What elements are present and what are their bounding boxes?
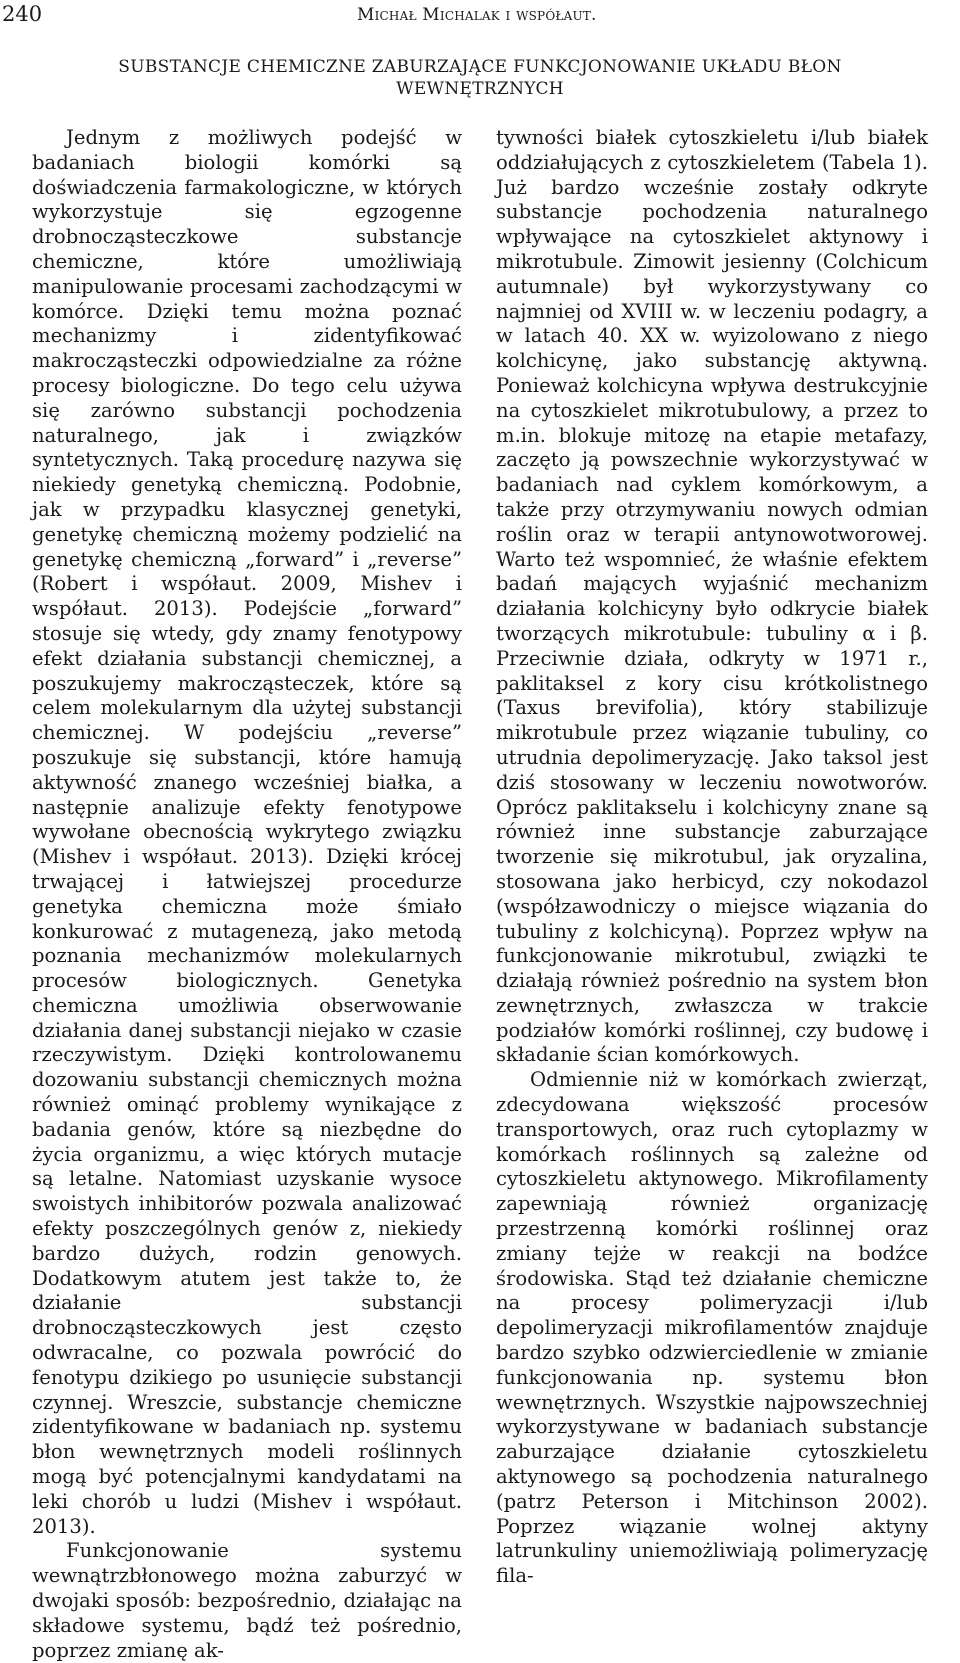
running-head (0, 2, 960, 26)
section-title (40, 56, 920, 100)
left-paragraph-1: Jednym z możliwych podejść w badaniach biologii komórki są doświadczenia farmakologiczne, w których wykorzystuje się egzogenne drobnocząsteczkowe substancje chemiczne, które umożliwiają manipulowanie procesami zachodzącymi w komórce. Dzięki temu można poznać mechanizmy i zidentyfikować makrocząsteczki odpowiedzialne za różne procesy biologiczne. Do tego celu używa się zarówno substancji pochodzenia naturalnego, jak i związków syntetycznych. Taką procedurę nazywa się niekiedy genetyką chemiczną. Podobnie, jak w przypadku klasycznej genetyki, genetykę chemiczną możemy podzielić na genetykę chemiczną „forward” i „reverse” (Robert i współaut. 2009, Mishev i współaut. 2013). Podejście „forward” stosuje się wtedy, gdy znamy fenotypowy efekt działania substancji chemicznej, a poszukujemy makrocząsteczek, które są celem molekularnym dla użytej substancji chemicznej. W podejściu „reverse” poszukuje się substancji, które hamują aktywność znanego wcześniej białka, a następnie analizuje efekty fenotypowe wywołane obecnością wykrytego związku (Mishev i współaut. 2013). Dzięki krócej trwającej i łatwiejszej procedurze genetyka chemiczna może śmiało konkurować z mutagenezą, jako metodą poznania mechanizmów molekularnych procesów biologicznych. Genetyka chemiczna umożliwia obserwowanie działania danej substancji niejako w czasie rzeczywistym. Dzięki kontrolowanemu dozowaniu substancji chemicznych można również ominąć problemy wynikające z badania genów, które są niezbędne do życia organizmu, a więc których mutacje są letalne. Natomiast uzyskanie wysoce swoistych inhibitorów pozwala analizować efekty poszczególnych genów z, niekiedy bardzo dużych, rodzin genowych. Dodatkowym atutem jest także to, że działanie substancji drobnocząsteczkowych jest często odwracalne, co pozwala powrócić do fenotypu dzikiego po usunięcie substancji czynnej. Wreszcie, substancje chemiczne zidentyfikowane w badaniach np. systemu błon wewnętrznych modeli roślinnych mogą być potencjalnymi kandydatami na leki chorób u ludzi (Mishev i współaut. 2013). (32, 126, 462, 1538)
running-title: Michał Michalak i współaut. (357, 5, 597, 25)
right-paragraph-2: Odmiennie niż w komórkach zwierząt, zdecydowana większość procesów transportowych, oraz ruch cytoplazmy w komórkach roślinnych są zależne od cytoszkieletu aktynowego. Mikrofilamenty zapewniają również organizację przestrzenną komórki roślinnej oraz zmiany tejże w reakcji na bodźce środowiska. Stąd też działanie chemiczne na procesy polimeryzacji i/lub depolimeryzacji mikrofilamentów znajduje bardzo szybko odzwierciedlenie w zmianie funkcjonowania np. systemu błon wewnętrznych. Wszystkie najpowszechniej wykorzystywane w badaniach substancje zaburzające działanie cytoszkieletu aktynowego są pochodzenia naturalnego (patrz Peterson i Mitchinson 2002). Poprzez wiązanie wolnej aktyny latrunkuliny uniemożliwiają polimeryzację fila- (496, 1068, 928, 1588)
right-paragraph-1: tywności białek cytoszkieletu i/lub białek oddziałujących z cytoszkieletem (Tabela 1). Już bardzo wcześnie zostały odkryte substancje pochodzenia naturalnego wpływające na cytoszkielet aktynowy i mikrotubule. Zimowit jesienny (Colchicum autumnale) był wykorzystywany co najmniej od XVIII w. w leczeniu podagry, a w latach 40. XX w. wyizolowano z niego kolchicynę, jako substancję aktywną. Ponieważ kolchicyna wpływa destrukcyjnie na cytoszkielet mikrotubulowy, a przez to m.in. blokuje mitozę na etapie metafazy, zaczęto ją powszechnie wykorzystywać w badaniach nad cyklem komórkowym, a także przy otrzymywaniu nowych odmian roślin oraz w terapii antynowotworowej. Warto też wspomnieć, że właśnie efektem badań mających wyjaśnić mechanizm działania kolchicyny było odkrycie białek tworzących mikrotubule: tubuliny α i β. Przeciwnie działa, odkryty w 1971 r., paklitaksel z kory cisu krótkolistnego (Taxus brevifolia), który stabilizuje mikrotubule przez wiązanie tubuliny, co utrudnia depolimeryzację. Jako taksol jest dziś stosowany w leczeniu nowotworów. Oprócz paklitakselu i kolchicyny znane są również inne substancje zaburzające tworzenie się mikrotubul, jak oryzalina, stosowana jako herbicyd, czy nokodazol (współzawodniczy o miejsce wiązania do tubuliny z kolchicyną). Poprzez wpływ na funkcjonowanie mikrotubul, związki te działają również pośrednio na system błon zewnętrznych, zwłaszcza w trakcie podziałów komórki roślinnej, czy budowę i składanie ścian komórkowych. (496, 126, 928, 1067)
section-title-line-1: SUBSTANCJE CHEMICZNE ZABURZAJĄCE FUNKCJONOWANIE UKŁADU BŁON (118, 57, 842, 77)
left-paragraph-2: Funkcjonowanie systemu wewnątrzbłonowego można zaburzyć w dwojaki sposób: bezpośrednio, działając na składowe systemu, bądź też pośrednio, poprzez zmianę ak- (32, 1539, 462, 1662)
page-number: 240 (2, 2, 43, 26)
right-column (496, 126, 928, 1589)
section-title-line-2: WEWNĘTRZNYCH (396, 79, 564, 99)
left-column (32, 126, 462, 1663)
